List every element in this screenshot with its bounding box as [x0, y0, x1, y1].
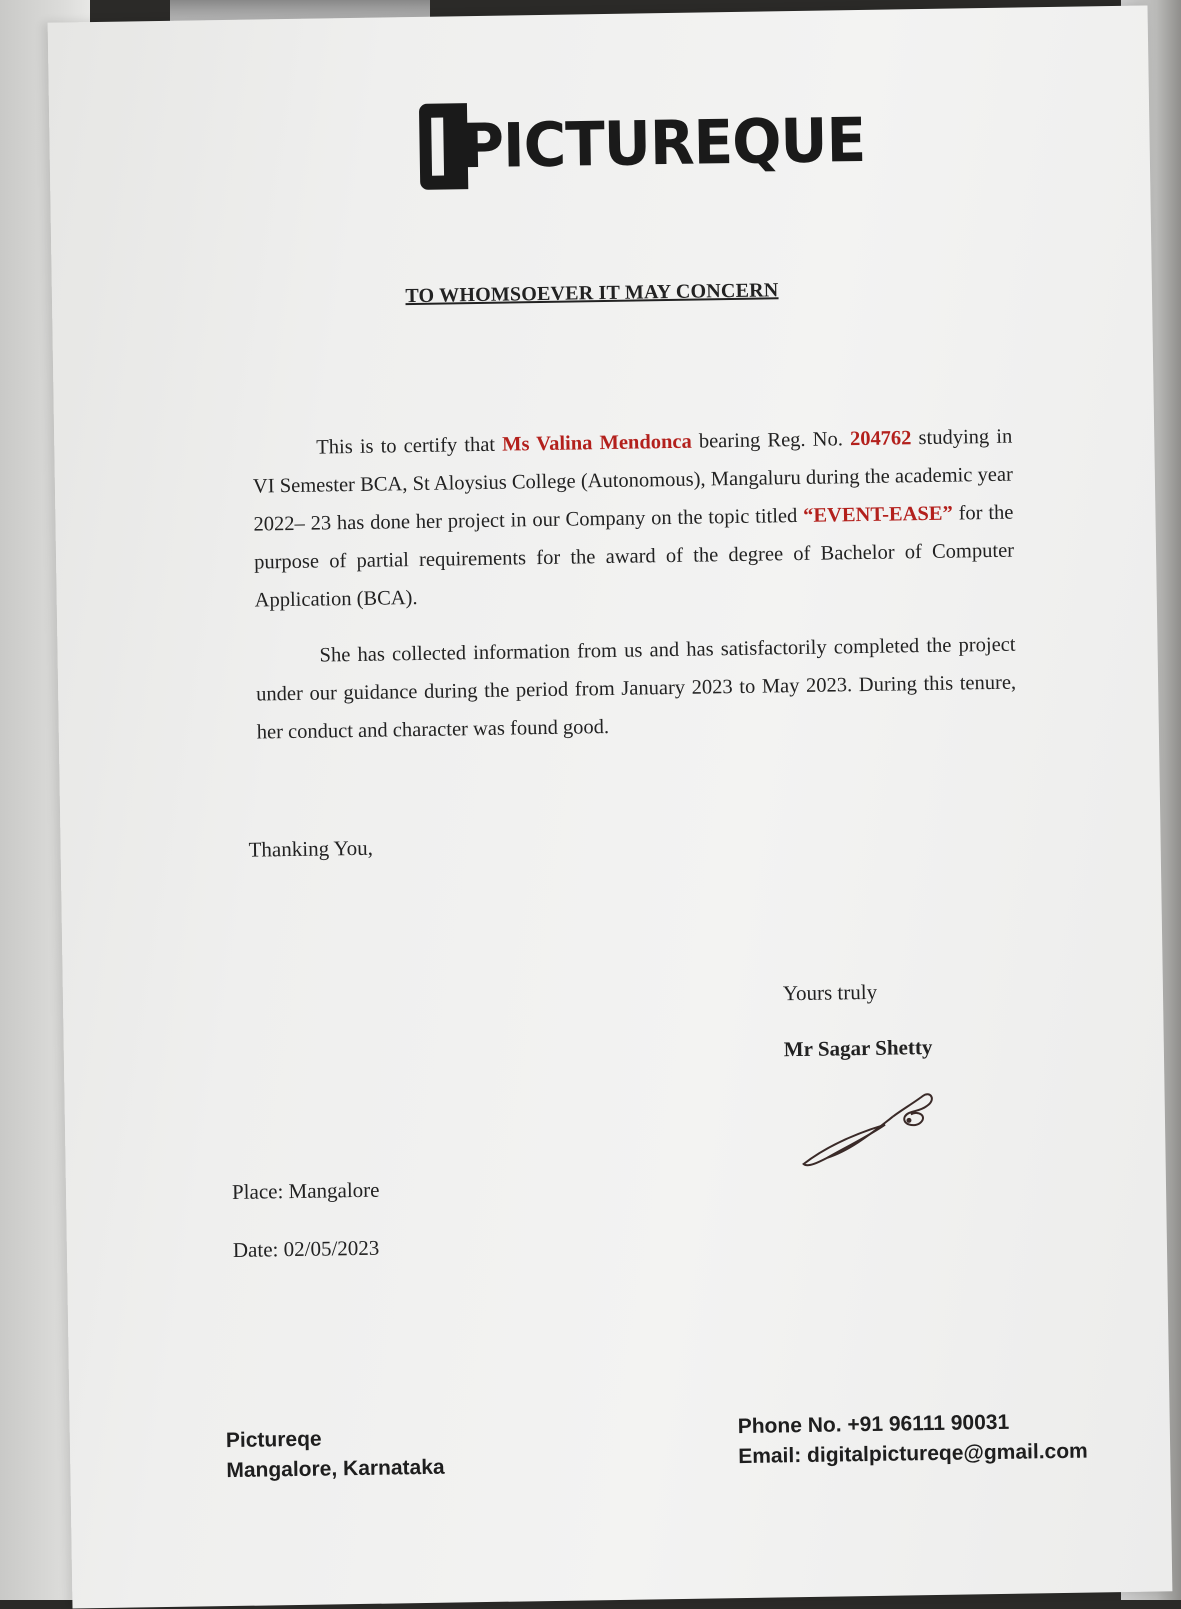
footer-phone: Phone No. +91 96111 90031: [737, 1410, 1010, 1439]
footer-location: Mangalore, Karnataka: [226, 1455, 445, 1483]
reg-number: 204762: [849, 427, 912, 451]
date-line: Date: 02/05/2023: [232, 1235, 380, 1262]
letter-heading: TO WHOMSOEVER IT MAY CONCERN: [405, 279, 779, 308]
footer-address: [226, 1423, 445, 1486]
student-name: Ms Valina Mendonca: [501, 430, 692, 456]
p1-text-b: bearing Reg. No.: [691, 428, 851, 453]
letter-page: [48, 5, 1173, 1608]
letter-content: [168, 8, 1088, 1607]
thanks-line: Thanking You,: [248, 835, 374, 862]
p1-text-c: studying in VI Semester BCA, St Aloysius College (Autonomous), Mangaluru during the academic year 2022– 23 has done her project in our Company on the topic titled: [252, 425, 1014, 536]
logo-text: PICTUREQUE: [461, 104, 866, 182]
certificate-paragraph: [252, 418, 1015, 620]
closing-line: Yours truly: [782, 979, 878, 1006]
place-line: Place: Mangalore: [231, 1177, 380, 1204]
footer-contact: [738, 1407, 1088, 1472]
project-title: “EVENT-EASE”: [802, 502, 953, 527]
p1-text-d: for the purpose of partial requirements for the award of the degree of Bachelor of Computer Application (BCA).: [253, 501, 1015, 612]
footer-company: Pictureqe: [225, 1427, 322, 1453]
p1-text-a: This is to certify that: [316, 433, 503, 459]
footer-email: Email: digitalpictureqe@gmail.com: [738, 1439, 1088, 1469]
conduct-paragraph: [255, 626, 1017, 752]
company-logo: [419, 90, 866, 197]
signer-name: Mr Sagar Shetty: [783, 1034, 933, 1062]
p2-text: She has collected information from us and has satisfactorily completed the project under our guidance during the period from January 2023 to May 2023. During this tenure, her conduct and character was found good.: [256, 633, 1017, 744]
handwritten-signature: [796, 1084, 947, 1176]
